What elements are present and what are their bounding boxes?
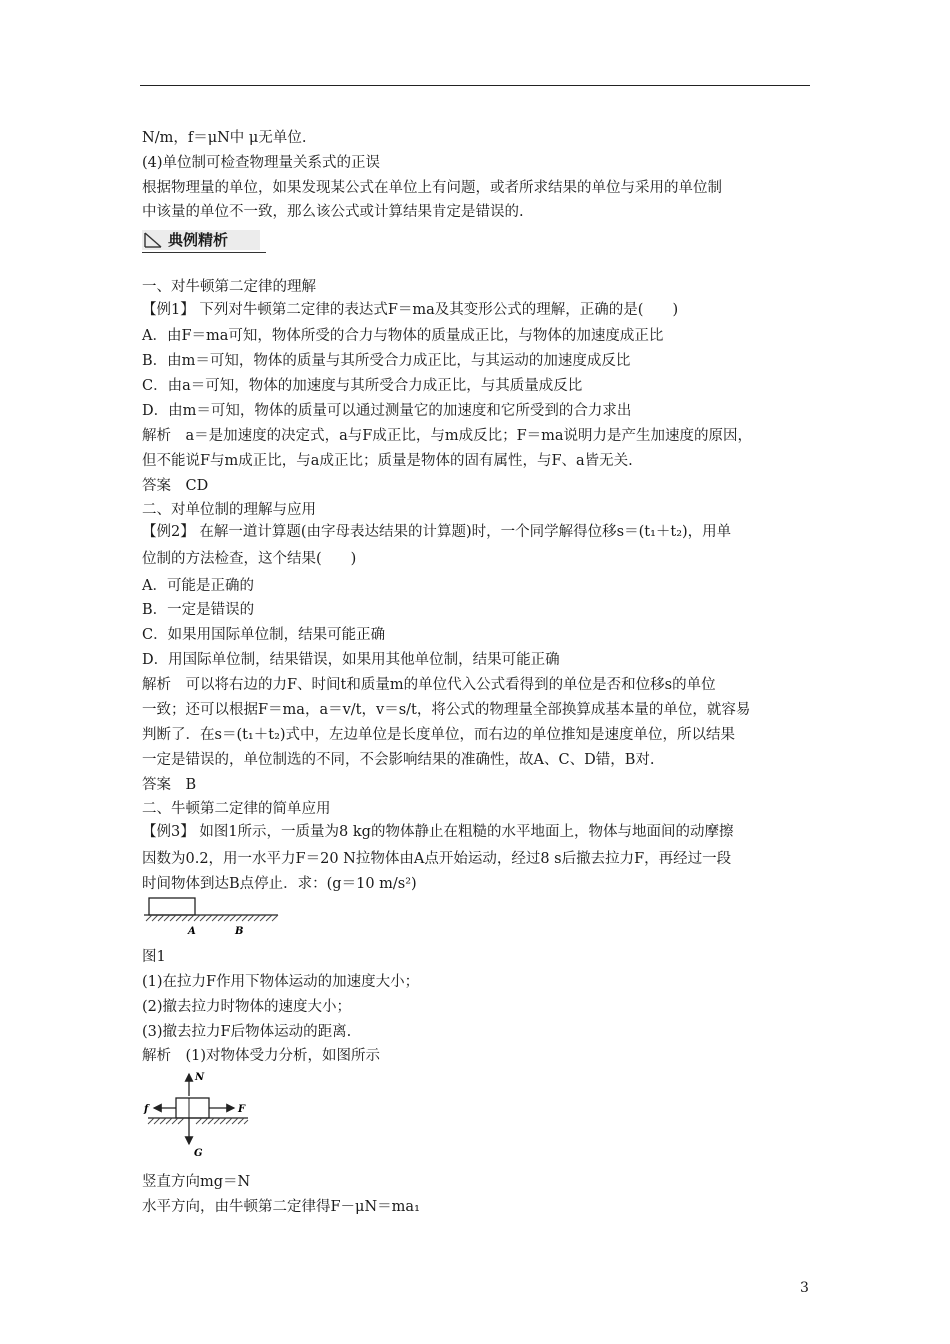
example-question: 【例3】 如图1所示，一质量为8 kg的物体静止在粗糙的水平地面上，物体与地面间的动摩擦 [142, 824, 734, 840]
option-line: B．一定是错误的 [142, 602, 255, 618]
question-line: (1)在拉力F作用下物体运动的加速度大小； [142, 974, 420, 990]
analysis-line: 一定是错误的，单位制选的不同，不会影响结果的准确性，故A、C、D错，B对. [142, 752, 655, 768]
equation-line: 竖直方向mg＝N [142, 1174, 251, 1190]
analysis-line: 判断了．在s＝(t₁＋t₂)式中，左边单位是长度单位，而右边的单位推知是速度单位，所以结果 [142, 727, 736, 743]
point-b-label: B [235, 926, 244, 937]
option-line: A．可能是正确的 [142, 578, 254, 594]
option-line: A．由F＝ma可知，物体所受的合力与物体的质量成正比，与物体的加速度成正比 [142, 328, 664, 344]
text-line: N/m，f＝μN中 μ无单位. [142, 130, 307, 146]
analysis-line: 但不能说F与m成正比，与a成正比；质量是物体的固有属性，与F、a皆无关. [142, 453, 633, 469]
option-line: D．由m＝可知，物体的质量可以通过测量它的加速度和它所受到的合力求出 [142, 403, 632, 419]
point-a-label: A [188, 926, 196, 937]
analysis-line: 解析 (1)对物体受力分析，如图所示 [142, 1048, 381, 1064]
text-line: 中该量的单位不一致，那么该公式或计算结果肯定是错误的. [142, 204, 524, 220]
question-line: (2)撤去拉力时物体的速度大小； [142, 999, 352, 1015]
option-line: C．如果用国际单位制，结果可能正确 [142, 627, 386, 643]
free-body-diagram [142, 1068, 262, 1160]
label-n: N [195, 1072, 205, 1083]
label-force: F [238, 1104, 246, 1115]
analysis-line: 解析 a＝是加速度的决定式，a与F成正比，与m成反比；F＝ma说明力是产生加速度的原因， [142, 428, 753, 444]
text-line: 时间物体到达B点停止．求：(g＝10 m/s²) [142, 876, 417, 892]
ground-hatching [146, 915, 278, 921]
question-line: (3)撤去拉力F后物体运动的距离. [142, 1024, 352, 1040]
section-title: 典例精析 [168, 231, 229, 249]
equation-line: 水平方向，由牛顿第二定律得F－μN＝ma₁ [142, 1199, 420, 1215]
text-line: 因数为0.2，用一水平力F＝20 N拉物体由A点开始运动，经过8 s后撤去拉力F，再经过一段 [142, 851, 732, 867]
subheading: 一、对牛顿第二定律的理解 [142, 279, 316, 295]
page-number: 3 [800, 1280, 809, 1296]
label-gravity: G [194, 1148, 203, 1159]
analysis-line: 解析 可以将右边的力F、时间t和质量m的单位代入公式看得到的单位是否和位移s的单位 [142, 677, 716, 693]
subheading: 二、牛顿第二定律的简单应用 [142, 801, 331, 817]
label-friction: f [144, 1104, 149, 1115]
text-line: (4)单位制可检查物理量关系式的正误 [142, 155, 381, 171]
option-line: B．由m＝可知，物体的质量与其所受合力成正比，与其运动的加速度成反比 [142, 353, 631, 369]
text-line: 位制的方法检查，这个结果( ) [142, 551, 357, 567]
text-line: 根据物理量的单位，如果发现某公式在单位上有问题，或者所求结果的单位与采用的单位制 [142, 180, 722, 196]
block [149, 898, 195, 915]
example-question: 【例1】 下列对牛顿第二定律的表达式F＝ma及其变形公式的理解，正确的是( ) [142, 302, 679, 318]
header-rule [140, 85, 810, 86]
section-heading [142, 230, 266, 254]
answer-line: 答案 CD [142, 478, 209, 494]
figure-caption: 图1 [142, 949, 166, 965]
ground-hatching [148, 1118, 248, 1124]
subheading: 二、对单位制的理解与应用 [142, 502, 316, 518]
hatch-icon [144, 232, 162, 248]
analysis-line: 一致；还可以根据F＝ma，a＝v/t，v＝s/t，将公式的物理量全部换算成基本量的单位，就容易 [142, 702, 751, 718]
answer-line: 答案 B [142, 777, 197, 793]
section-heading-underline [142, 252, 266, 253]
option-line: D．用国际单位制，结果错误，如果用其他单位制，结果可能正确 [142, 652, 560, 668]
example-question: 【例2】 在解一道计算题(由字母表达结果的计算题)时，一个同学解得位移s＝(t₁＋t₂)，用单 [142, 524, 732, 540]
body-block [176, 1098, 209, 1118]
figure-1-diagram [142, 896, 282, 938]
option-line: C．由a＝可知，物体的加速度与其所受合力成正比，与其质量成反比 [142, 378, 583, 394]
